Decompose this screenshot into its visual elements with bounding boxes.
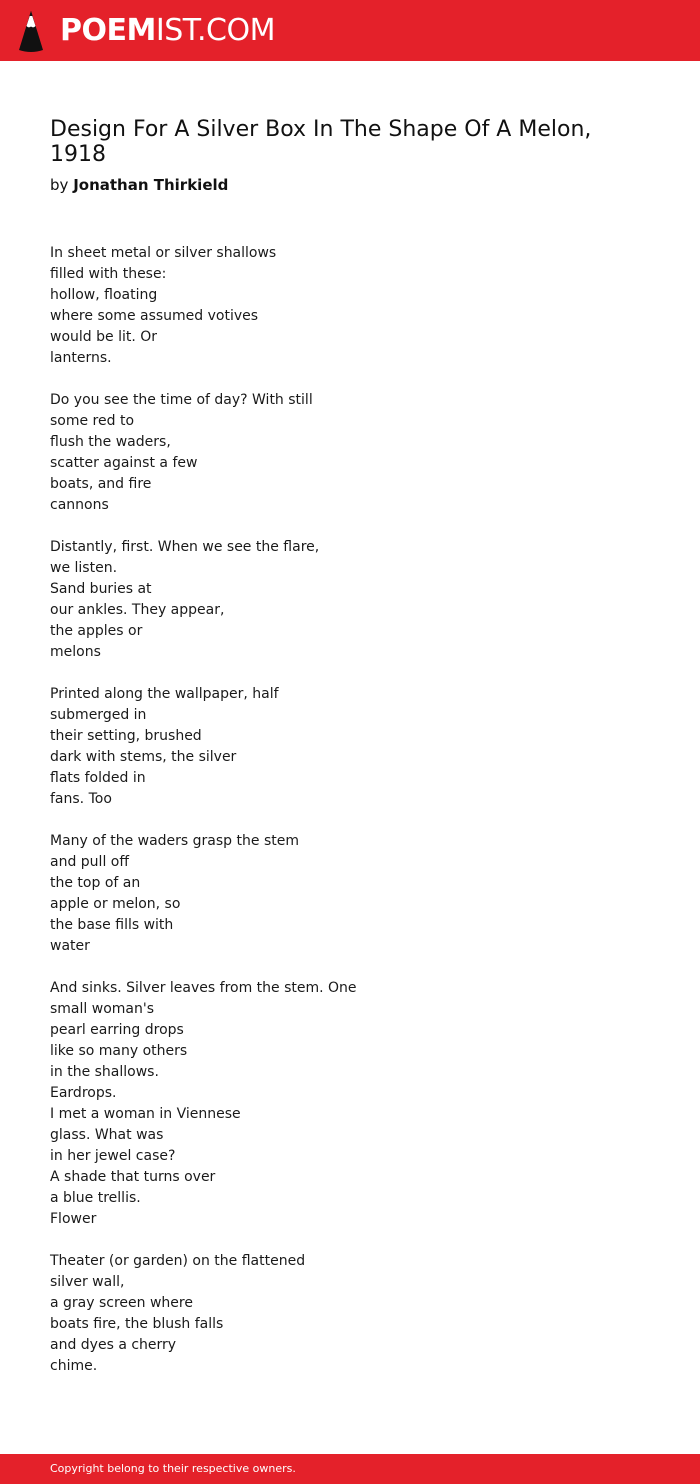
poem-line: apple or melon, so [50, 896, 181, 912]
poem-article [50, 117, 650, 1398]
poem-line: chime. [50, 1358, 98, 1374]
poem-line: And sinks. Silver leaves from the stem. One [50, 980, 357, 996]
poem-line: small woman's [50, 1001, 154, 1017]
poem-line: In sheet metal or silver shallows [50, 245, 277, 261]
poem-line: like so many others [50, 1043, 188, 1059]
poem-line: a blue trellis. [50, 1190, 141, 1206]
by-label: by [50, 176, 69, 194]
poem-line: flats folded in [50, 770, 146, 786]
poem-line: we listen. [50, 560, 118, 576]
poem-line: their setting, brushed [50, 728, 202, 744]
poem-line: scatter against a few [50, 455, 198, 471]
poem-line: flush the waders, [50, 434, 171, 450]
poem-line: our ankles. They appear, [50, 602, 225, 618]
poem-line: the base fills with [50, 917, 174, 933]
poem-line: Theater (or garden) on the flattened [50, 1253, 306, 1269]
poem-line: Flower [50, 1211, 97, 1227]
logo-light-text: IST.COM [155, 12, 275, 48]
poem-stanza [50, 243, 650, 369]
poem-line: lanterns. [50, 350, 112, 366]
poem-stanza [50, 537, 650, 663]
poem-line: fans. Too [50, 791, 112, 807]
poem-line: boats fire, the blush falls [50, 1316, 224, 1332]
poem-line: the apples or [50, 623, 143, 639]
poem-line: some red to [50, 413, 135, 429]
site-header [0, 0, 700, 61]
poem-line: glass. What was [50, 1127, 164, 1143]
poem-line: where some assumed votives [50, 308, 259, 324]
site-logo-text [60, 12, 275, 48]
poem-line: A shade that turns over [50, 1169, 216, 1185]
site-logo[interactable] [18, 10, 275, 52]
poem-line: would be lit. Or [50, 329, 158, 345]
poem-line: pearl earring drops [50, 1022, 184, 1038]
poem-stanza [50, 978, 650, 1230]
poem-stanza [50, 390, 650, 516]
poem-line: a gray screen where [50, 1295, 193, 1311]
pencil-tip-icon [18, 10, 44, 52]
poem-line: and pull off [50, 854, 129, 870]
poem-title: Design For A Silver Box In The Shape Of A Melon, 1918 [50, 117, 592, 167]
poem-stanza [50, 831, 650, 957]
poem-line: silver wall, [50, 1274, 125, 1290]
author-link[interactable]: Jonathan Thirkield [73, 176, 229, 194]
poem-line: filled with these: [50, 266, 167, 282]
poem-line: Sand buries at [50, 581, 152, 597]
site-footer [0, 1454, 700, 1484]
poem-stanza [50, 1251, 650, 1377]
poem-line: and dyes a cherry [50, 1337, 177, 1353]
byline [50, 175, 650, 195]
poem-line: Many of the waders grasp the stem [50, 833, 299, 849]
poem-line: I met a woman in Viennese [50, 1106, 241, 1122]
poem-line: Eardrops. [50, 1085, 117, 1101]
poem-line: submerged in [50, 707, 147, 723]
poem-line: Distantly, first. When we see the flare, [50, 539, 320, 555]
logo-bold-text: POEM [60, 12, 156, 48]
poem-line: melons [50, 644, 101, 660]
poem-line: hollow, floating [50, 287, 158, 303]
poem-line: in the shallows. [50, 1064, 159, 1080]
footer-copyright: Copyright belong to their respective owners. [50, 1462, 296, 1475]
poem-line: cannons [50, 497, 109, 513]
poem-body [50, 243, 650, 1377]
poem-line: the top of an [50, 875, 141, 891]
poem-line: in her jewel case? [50, 1148, 176, 1164]
poem-line: boats, and fire [50, 476, 152, 492]
poem-line: Printed along the wallpaper, half [50, 686, 279, 702]
poem-stanza [50, 684, 650, 810]
poem-line: dark with stems, the silver [50, 749, 237, 765]
poem-line: water [50, 938, 90, 954]
poem-line: Do you see the time of day? With still [50, 392, 313, 408]
